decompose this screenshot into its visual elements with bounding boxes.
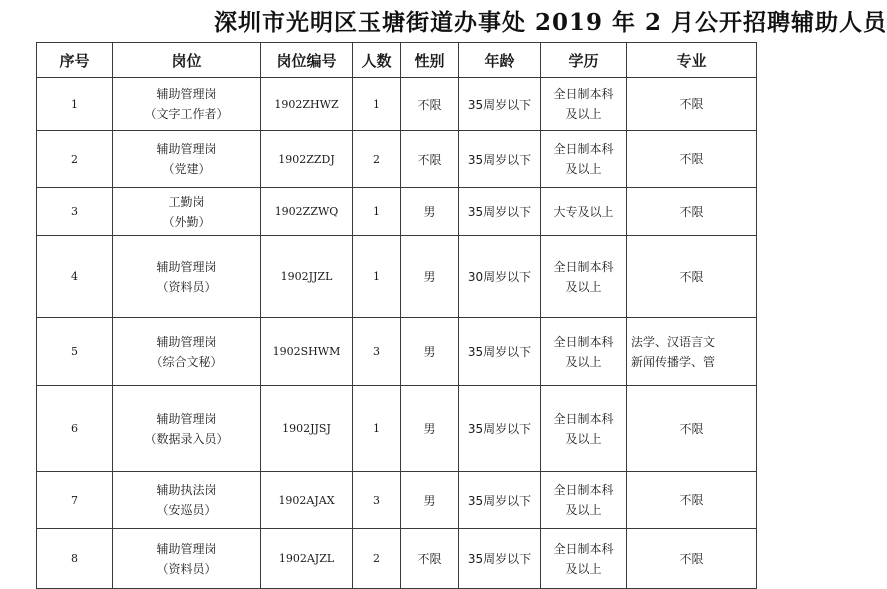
- cell-post: [113, 236, 261, 318]
- cell-major: [627, 529, 757, 589]
- major-line2: 新闻传播学、管: [631, 354, 716, 369]
- header-education: 学历: [541, 43, 627, 78]
- page-title: [0, 0, 887, 42]
- education-line1: 全日制本科: [553, 259, 614, 274]
- post-detail: （文字工作者）: [144, 107, 229, 121]
- cell-code: 1902JJZL: [261, 236, 353, 318]
- cell-code: 1902JJSJ: [261, 386, 353, 472]
- major-line1: 不限: [679, 152, 704, 166]
- header-code: 岗位编号: [261, 43, 353, 78]
- cell-education: [541, 386, 627, 472]
- cell-count: 1: [353, 236, 401, 318]
- cell-education: [541, 236, 627, 318]
- education-line2: 及以上: [565, 503, 602, 517]
- header-major: 专业: [627, 43, 757, 78]
- post-name: 辅助管理岗: [156, 334, 217, 349]
- education-line1: 全日制本科: [553, 334, 614, 349]
- cell-post: [113, 318, 261, 386]
- major-line1: 不限: [679, 493, 704, 507]
- table-row: [37, 188, 757, 236]
- education-line1: 全日制本科: [553, 483, 614, 497]
- cell-major: [627, 188, 757, 236]
- cell-education: [541, 188, 627, 236]
- cell-post: [113, 78, 261, 131]
- cell-age: 35周岁以下: [459, 472, 541, 529]
- cell-code: 1902ZZWQ: [261, 188, 353, 236]
- post-detail: （党建）: [162, 162, 211, 176]
- cell-major: [627, 386, 757, 472]
- post-name: 辅助管理岗: [156, 87, 217, 101]
- post-detail: （安巡员）: [156, 503, 217, 517]
- cell-post: [113, 529, 261, 589]
- cell-serial: 6: [37, 386, 113, 472]
- cell-major: [627, 236, 757, 318]
- cell-gender: 男: [401, 472, 459, 529]
- cell-major: [627, 131, 757, 188]
- cell-code: 1902SHWM: [261, 318, 353, 386]
- cell-gender: 男: [401, 318, 459, 386]
- cell-post: [113, 386, 261, 472]
- cell-gender: 男: [401, 188, 459, 236]
- header-gender: 性别: [401, 43, 459, 78]
- post-detail: （综合文秘）: [150, 354, 223, 369]
- education-line1: 全日制本科: [553, 87, 614, 101]
- cell-major: [627, 472, 757, 529]
- major-line1: 不限: [679, 421, 704, 436]
- table-row: [37, 529, 757, 589]
- cell-code: 1902ZZDJ: [261, 131, 353, 188]
- title-text: 深圳市光明区玉塘街道办事处 2019 年 2 月公开招聘辅助人员: [214, 9, 887, 36]
- cell-gender: 不限: [401, 529, 459, 589]
- cell-post: [113, 472, 261, 529]
- table-row: [37, 236, 757, 318]
- cell-count: 3: [353, 472, 401, 529]
- cell-count: 1: [353, 78, 401, 131]
- cell-education: [541, 472, 627, 529]
- education-line1: 全日制本科: [553, 142, 614, 156]
- header-age: 年龄: [459, 43, 541, 78]
- table-row: [37, 318, 757, 386]
- major-line1: 法学、汉语言文: [631, 334, 716, 349]
- post-detail: （数据录入员）: [144, 431, 229, 446]
- education-line2: 及以上: [565, 561, 602, 576]
- post-name: 辅助管理岗: [156, 541, 217, 556]
- post-name: 辅助管理岗: [156, 411, 217, 426]
- major-line1: 不限: [679, 269, 704, 284]
- cell-gender: 不限: [401, 78, 459, 131]
- major-line1: 不限: [679, 97, 704, 111]
- header-serial: 序号: [37, 43, 113, 78]
- cell-count: 2: [353, 529, 401, 589]
- cell-serial: 8: [37, 529, 113, 589]
- cell-post: [113, 131, 261, 188]
- cell-age: 35周岁以下: [459, 529, 541, 589]
- table-row: [37, 78, 757, 131]
- cell-major: [627, 78, 757, 131]
- post-detail: （外勤）: [162, 214, 211, 229]
- cell-serial: 1: [37, 78, 113, 131]
- cell-serial: 7: [37, 472, 113, 529]
- cell-code: 1902ZHWZ: [261, 78, 353, 131]
- cell-count: 3: [353, 318, 401, 386]
- cell-education: [541, 529, 627, 589]
- education-line2: 及以上: [565, 107, 602, 121]
- cell-age: 35周岁以下: [459, 78, 541, 131]
- table-row: [37, 386, 757, 472]
- major-line1: 不限: [679, 551, 704, 566]
- cell-age: 35周岁以下: [459, 131, 541, 188]
- cell-education: [541, 131, 627, 188]
- cell-age: 35周岁以下: [459, 386, 541, 472]
- cell-age: 35周岁以下: [459, 188, 541, 236]
- cell-serial: 2: [37, 131, 113, 188]
- cell-code: 1902AJAX: [261, 472, 353, 529]
- cell-serial: 5: [37, 318, 113, 386]
- education-line1: 大专及以上: [553, 204, 614, 219]
- post-name: 辅助执法岗: [156, 483, 217, 497]
- education-line2: 及以上: [565, 162, 602, 176]
- education-line2: 及以上: [565, 354, 602, 369]
- header-count: 人数: [353, 43, 401, 78]
- cell-code: 1902AJZL: [261, 529, 353, 589]
- major-line1: 不限: [679, 204, 704, 219]
- education-line2: 及以上: [565, 279, 602, 294]
- cell-education: [541, 318, 627, 386]
- header-row: [37, 43, 757, 78]
- cell-count: 1: [353, 188, 401, 236]
- education-line1: 全日制本科: [553, 411, 614, 426]
- cell-gender: 男: [401, 236, 459, 318]
- header-post: 岗位: [113, 43, 261, 78]
- cell-age: 35周岁以下: [459, 318, 541, 386]
- post-name: 辅助管理岗: [156, 259, 217, 274]
- cell-gender: 不限: [401, 131, 459, 188]
- recruitment-table: [36, 42, 757, 589]
- post-name: 工勤岗: [168, 194, 205, 209]
- post-detail: （资料员）: [156, 279, 217, 294]
- cell-count: 2: [353, 131, 401, 188]
- education-line2: 及以上: [565, 431, 602, 446]
- cell-serial: 3: [37, 188, 113, 236]
- table-row: [37, 472, 757, 529]
- cell-gender: 男: [401, 386, 459, 472]
- table-row: [37, 131, 757, 188]
- cell-post: [113, 188, 261, 236]
- cell-education: [541, 78, 627, 131]
- post-name: 辅助管理岗: [156, 142, 217, 156]
- cell-age: 30周岁以下: [459, 236, 541, 318]
- post-detail: （资料员）: [156, 561, 217, 576]
- education-line1: 全日制本科: [553, 541, 614, 556]
- cell-count: 1: [353, 386, 401, 472]
- cell-major: [627, 318, 757, 386]
- cell-serial: 4: [37, 236, 113, 318]
